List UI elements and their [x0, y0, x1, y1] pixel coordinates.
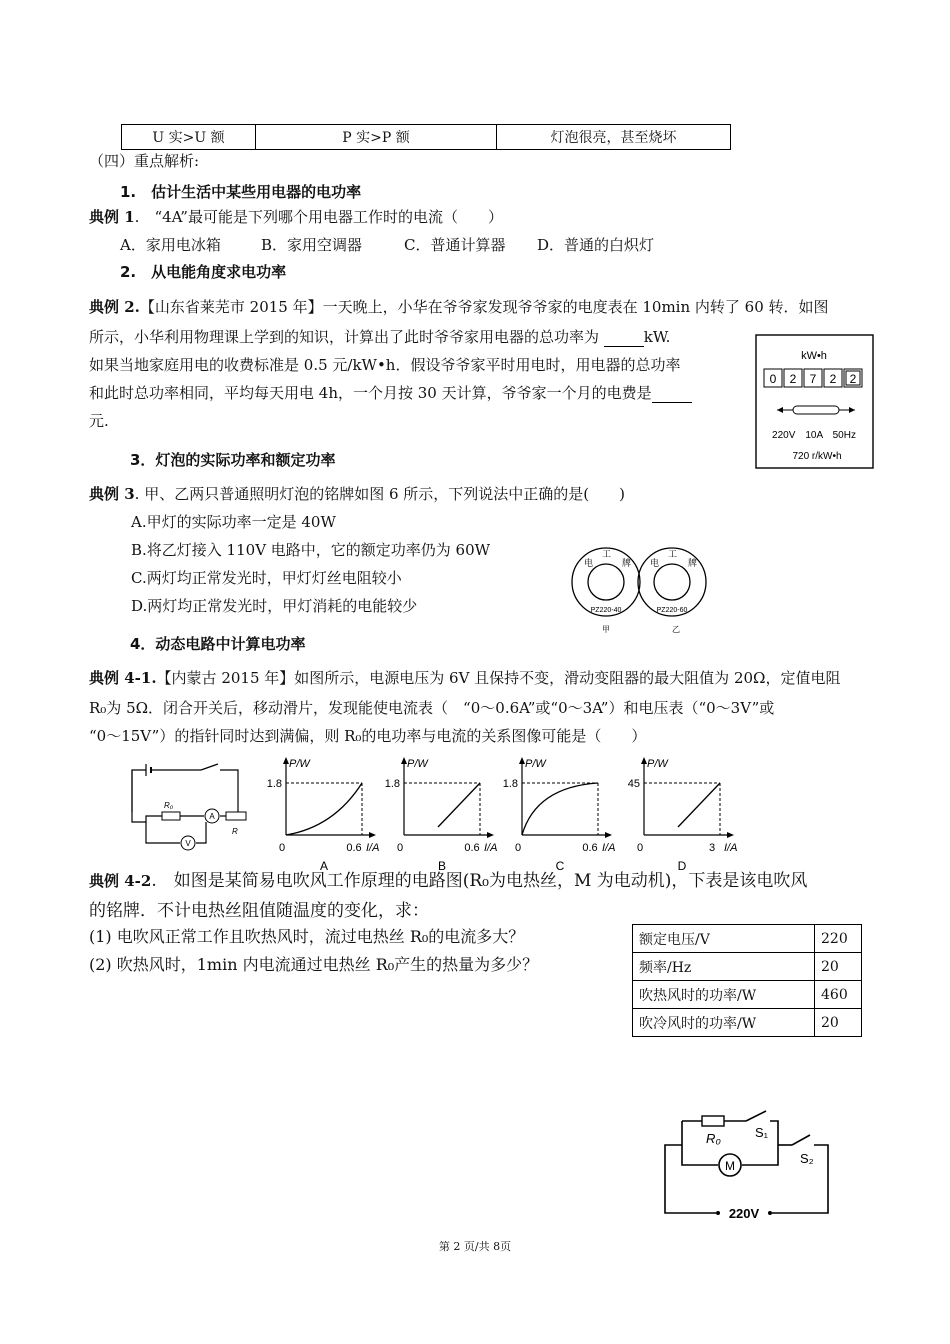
x-axis-label: I/A — [724, 842, 738, 854]
option-c: C．普通计算器 — [404, 236, 506, 254]
voltmeter-label: V — [185, 839, 191, 848]
power-curve — [522, 783, 598, 835]
digit: 0 — [769, 372, 777, 386]
bulb-nameplate-a — [572, 548, 640, 634]
table-cell: 吹热风时的功率/W — [633, 981, 815, 1009]
digit: 2 — [789, 372, 797, 386]
table-row — [633, 981, 862, 1009]
example-2-line-1 — [89, 296, 829, 317]
plate-char: 牌 — [688, 558, 698, 568]
motor-label: M — [725, 1159, 735, 1173]
example-label: 典例 3 — [89, 485, 135, 503]
table-cell: 460 — [815, 981, 862, 1009]
table-cell: 20 — [815, 953, 862, 981]
circuit-wires — [132, 764, 238, 843]
page-footer: 第 2 页/共 8页 — [438, 1240, 512, 1253]
graph-d — [628, 757, 738, 873]
graph-option-letter: D — [677, 859, 687, 873]
x-axis-arrow — [605, 832, 612, 838]
power-curve — [678, 783, 720, 827]
table-row — [633, 1009, 862, 1037]
origin-label: 0 — [636, 842, 644, 854]
table-cell: 额定电压/V — [633, 925, 815, 953]
resistor-r0-icon — [162, 812, 180, 820]
heating-wire-icon — [702, 1116, 724, 1126]
graph-b — [385, 757, 498, 873]
example-label: 典例 2. — [89, 298, 140, 316]
option-a: A.甲灯的实际功率一定是 40W — [131, 513, 336, 531]
meter-digits — [764, 369, 862, 387]
answer-blank[interactable] — [652, 384, 692, 403]
topic-heading-2: 2. 从电能角度求电功率 — [120, 263, 287, 281]
bulb-caption: 甲 — [602, 625, 610, 634]
power-current-graphs — [258, 755, 748, 875]
example-4-1-line-2: R₀为 5Ω．闭合开关后，移动滑片，发现能使电流表（ “0～0.6A”或“0～3A”）和电压表（“0～3V”或 — [89, 699, 775, 717]
electric-meter-figure — [755, 334, 875, 470]
table-cell: P 实>P 额 — [256, 125, 497, 150]
power-curve — [438, 783, 480, 827]
power-curve — [286, 783, 362, 835]
y-max-tick: 1.8 — [502, 778, 518, 790]
y-axis-label: P/W — [647, 758, 668, 770]
table-cell: 20 — [815, 1009, 862, 1037]
graph-option-letter: B — [437, 859, 447, 873]
y-max-tick: 45 — [627, 778, 640, 790]
option-d: D.两灯均正常发光时，甲灯消耗的电能较少 — [131, 597, 418, 615]
y-max-tick: 1.8 — [384, 778, 400, 790]
x-axis-label: I/A — [602, 842, 616, 854]
terminal-icon — [768, 1211, 772, 1215]
question-1: (1) 电吹风正常工作且吹热风时，流过电热丝 R₀的电流多大？ — [89, 927, 525, 946]
x-max-tick: 3 — [708, 842, 716, 854]
example-1-question — [89, 206, 503, 227]
example-2-line-4 — [89, 382, 692, 403]
answer-blank[interactable] — [604, 328, 644, 347]
circuit-diagram-1 — [126, 762, 256, 857]
option-d: D．普通的白炽灯 — [537, 236, 655, 254]
resistor-label: R₀ — [164, 801, 174, 810]
x-axis-arrow — [727, 832, 734, 838]
example-2-line-5: 元. — [89, 412, 109, 430]
example-text: 【山东省莱芜市 2015 年】一天晚上，小华在爷爷家发现爷爷家的电度表在 10min 内转了 60 转．如图 — [139, 298, 829, 316]
rotating-disc-icon — [777, 406, 855, 414]
plate-char: 电 — [650, 558, 660, 568]
example-text: . 如图是某简易电吹风工作原理的电路图(R₀为电热丝，M 为电动机)，下表是该电吹风 — [151, 871, 808, 891]
example-text: 和此时总功率相同，平均每天用电 4h，一个月按 30 天计算，爷爷家一个月的电费是 — [89, 384, 652, 402]
option-c: C.两灯均正常发光时，甲灯灯丝电阻较小 — [131, 569, 402, 587]
meter-rating: 220V 10A 50Hz — [772, 430, 856, 441]
bulb-nameplates-figure — [570, 540, 710, 640]
heater-label: R₀ — [706, 1131, 721, 1146]
section-heading: （四）重点解析: — [89, 152, 200, 170]
example-4-2-line-2: 的铭牌．不计电热丝阻值随温度的变化，求： — [89, 901, 429, 921]
x-max-tick: 0.6 — [464, 842, 480, 854]
graph-a — [267, 757, 380, 873]
example-3-question — [89, 483, 625, 504]
topic-heading-3: 3．灯泡的实际功率和额定功率 — [130, 451, 336, 469]
bulb-caption: 乙 — [672, 625, 680, 634]
option-b: B.将乙灯接入 110V 电路中，它的额定功率仍为 60W — [131, 541, 491, 559]
origin-label: 0 — [514, 842, 522, 854]
table-row — [633, 925, 862, 953]
meter-revolutions: 720 r/kW•h — [792, 451, 842, 462]
x-axis-arrow — [369, 832, 376, 838]
table-row — [122, 125, 731, 150]
topic-heading-4: 4．动态电路中计算电功率 — [130, 635, 306, 653]
switch-s1-label: S₁ — [755, 1125, 769, 1140]
digit: 2 — [849, 372, 857, 386]
table-cell: U 实>U 额 — [122, 125, 256, 150]
example-text: kW. — [643, 328, 671, 346]
y-axis-label: P/W — [525, 758, 546, 770]
comparison-table — [121, 124, 731, 150]
x-axis-arrow — [487, 832, 494, 838]
y-max-tick: 1.8 — [266, 778, 282, 790]
option-a: A．家用电冰箱 — [120, 236, 221, 254]
example-label: 典例 4-2 — [89, 872, 152, 890]
meter-unit: kW•h — [801, 350, 827, 362]
digit: 2 — [829, 372, 837, 386]
table-cell: 220 — [815, 925, 862, 953]
x-axis-label: I/A — [484, 842, 498, 854]
hair-dryer-spec-table — [632, 924, 862, 1037]
rheostat-label: R — [232, 827, 238, 836]
circuit-diagram-2 — [660, 1105, 840, 1225]
example-text: . 甲、乙两只普通照明灯泡的铭牌如图 6 所示，下列说法中正确的是( ) — [134, 485, 625, 503]
x-axis-label: I/A — [366, 842, 380, 854]
plate-char: 工 — [668, 549, 678, 559]
terminal-icon — [716, 1211, 720, 1215]
example-4-2-line-1 — [89, 866, 807, 891]
bulb-rating: PZ220-60 — [656, 607, 688, 614]
graph-c — [503, 757, 616, 873]
table-cell: 灯泡很亮，甚至烧坏 — [497, 125, 731, 150]
origin-label: 0 — [396, 842, 404, 854]
example-text: . “4A”最可能是下列哪个用电器工作时的电流（ ） — [134, 208, 503, 226]
x-max-tick: 0.6 — [582, 842, 598, 854]
example-4-1-line-1 — [89, 667, 840, 688]
switch-s2-label: S₂ — [800, 1151, 814, 1166]
example-2-line-2 — [89, 326, 670, 347]
bulb-nameplate-b — [638, 548, 706, 634]
table-cell: 频率/Hz — [633, 953, 815, 981]
example-text: 【内蒙古 2015 年】如图所示，电源电压为 6V 且保持不变，滑动变阻器的最大阻值为 20Ω，定值电阻 — [156, 669, 841, 687]
ammeter-label: A — [209, 812, 215, 821]
y-axis-label: P/W — [407, 758, 428, 770]
table-row — [633, 953, 862, 981]
table-cell: 吹冷风时的功率/W — [633, 1009, 815, 1037]
graphs-holder — [267, 757, 738, 873]
source-label: 220V — [728, 1206, 760, 1221]
example-label: 典例 1 — [89, 208, 135, 226]
digit: 7 — [809, 372, 817, 386]
y-axis-label: P/W — [289, 758, 310, 770]
example-text: 所示，小华利用物理课上学到的知识，计算出了此时爷爷家用电器的总功率为 — [89, 328, 600, 346]
example-2-line-3: 如果当地家庭用电的收费标准是 0.5 元/kW•h．假设爷爷家平时用电时，用电器的总功率 — [89, 356, 681, 374]
rheostat-icon — [226, 812, 246, 820]
example-4-1-line-3: “0～15V”）的指针同时达到满偏，则 R₀的电功率与电流的关系图像可能是（ ） — [89, 727, 647, 745]
x-max-tick: 0.6 — [346, 842, 362, 854]
plate-char: 电 — [584, 558, 594, 568]
graph-option-letter: A — [319, 859, 329, 873]
example-label: 典例 4-1. — [89, 669, 157, 687]
bulb-rating: PZ220-40 — [590, 607, 622, 614]
topic-heading-1: 1. 估计生活中某些用电器的电功率 — [120, 183, 362, 201]
option-b: B．家用空调器 — [261, 236, 363, 254]
graph-option-letter: C — [555, 859, 565, 873]
question-2: (2) 吹热风时，1min 内电流通过电热丝 R₀产生的热量为多少？ — [89, 955, 539, 974]
plate-char: 工 — [602, 549, 612, 559]
plate-char: 牌 — [622, 558, 632, 568]
origin-label: 0 — [278, 842, 286, 854]
